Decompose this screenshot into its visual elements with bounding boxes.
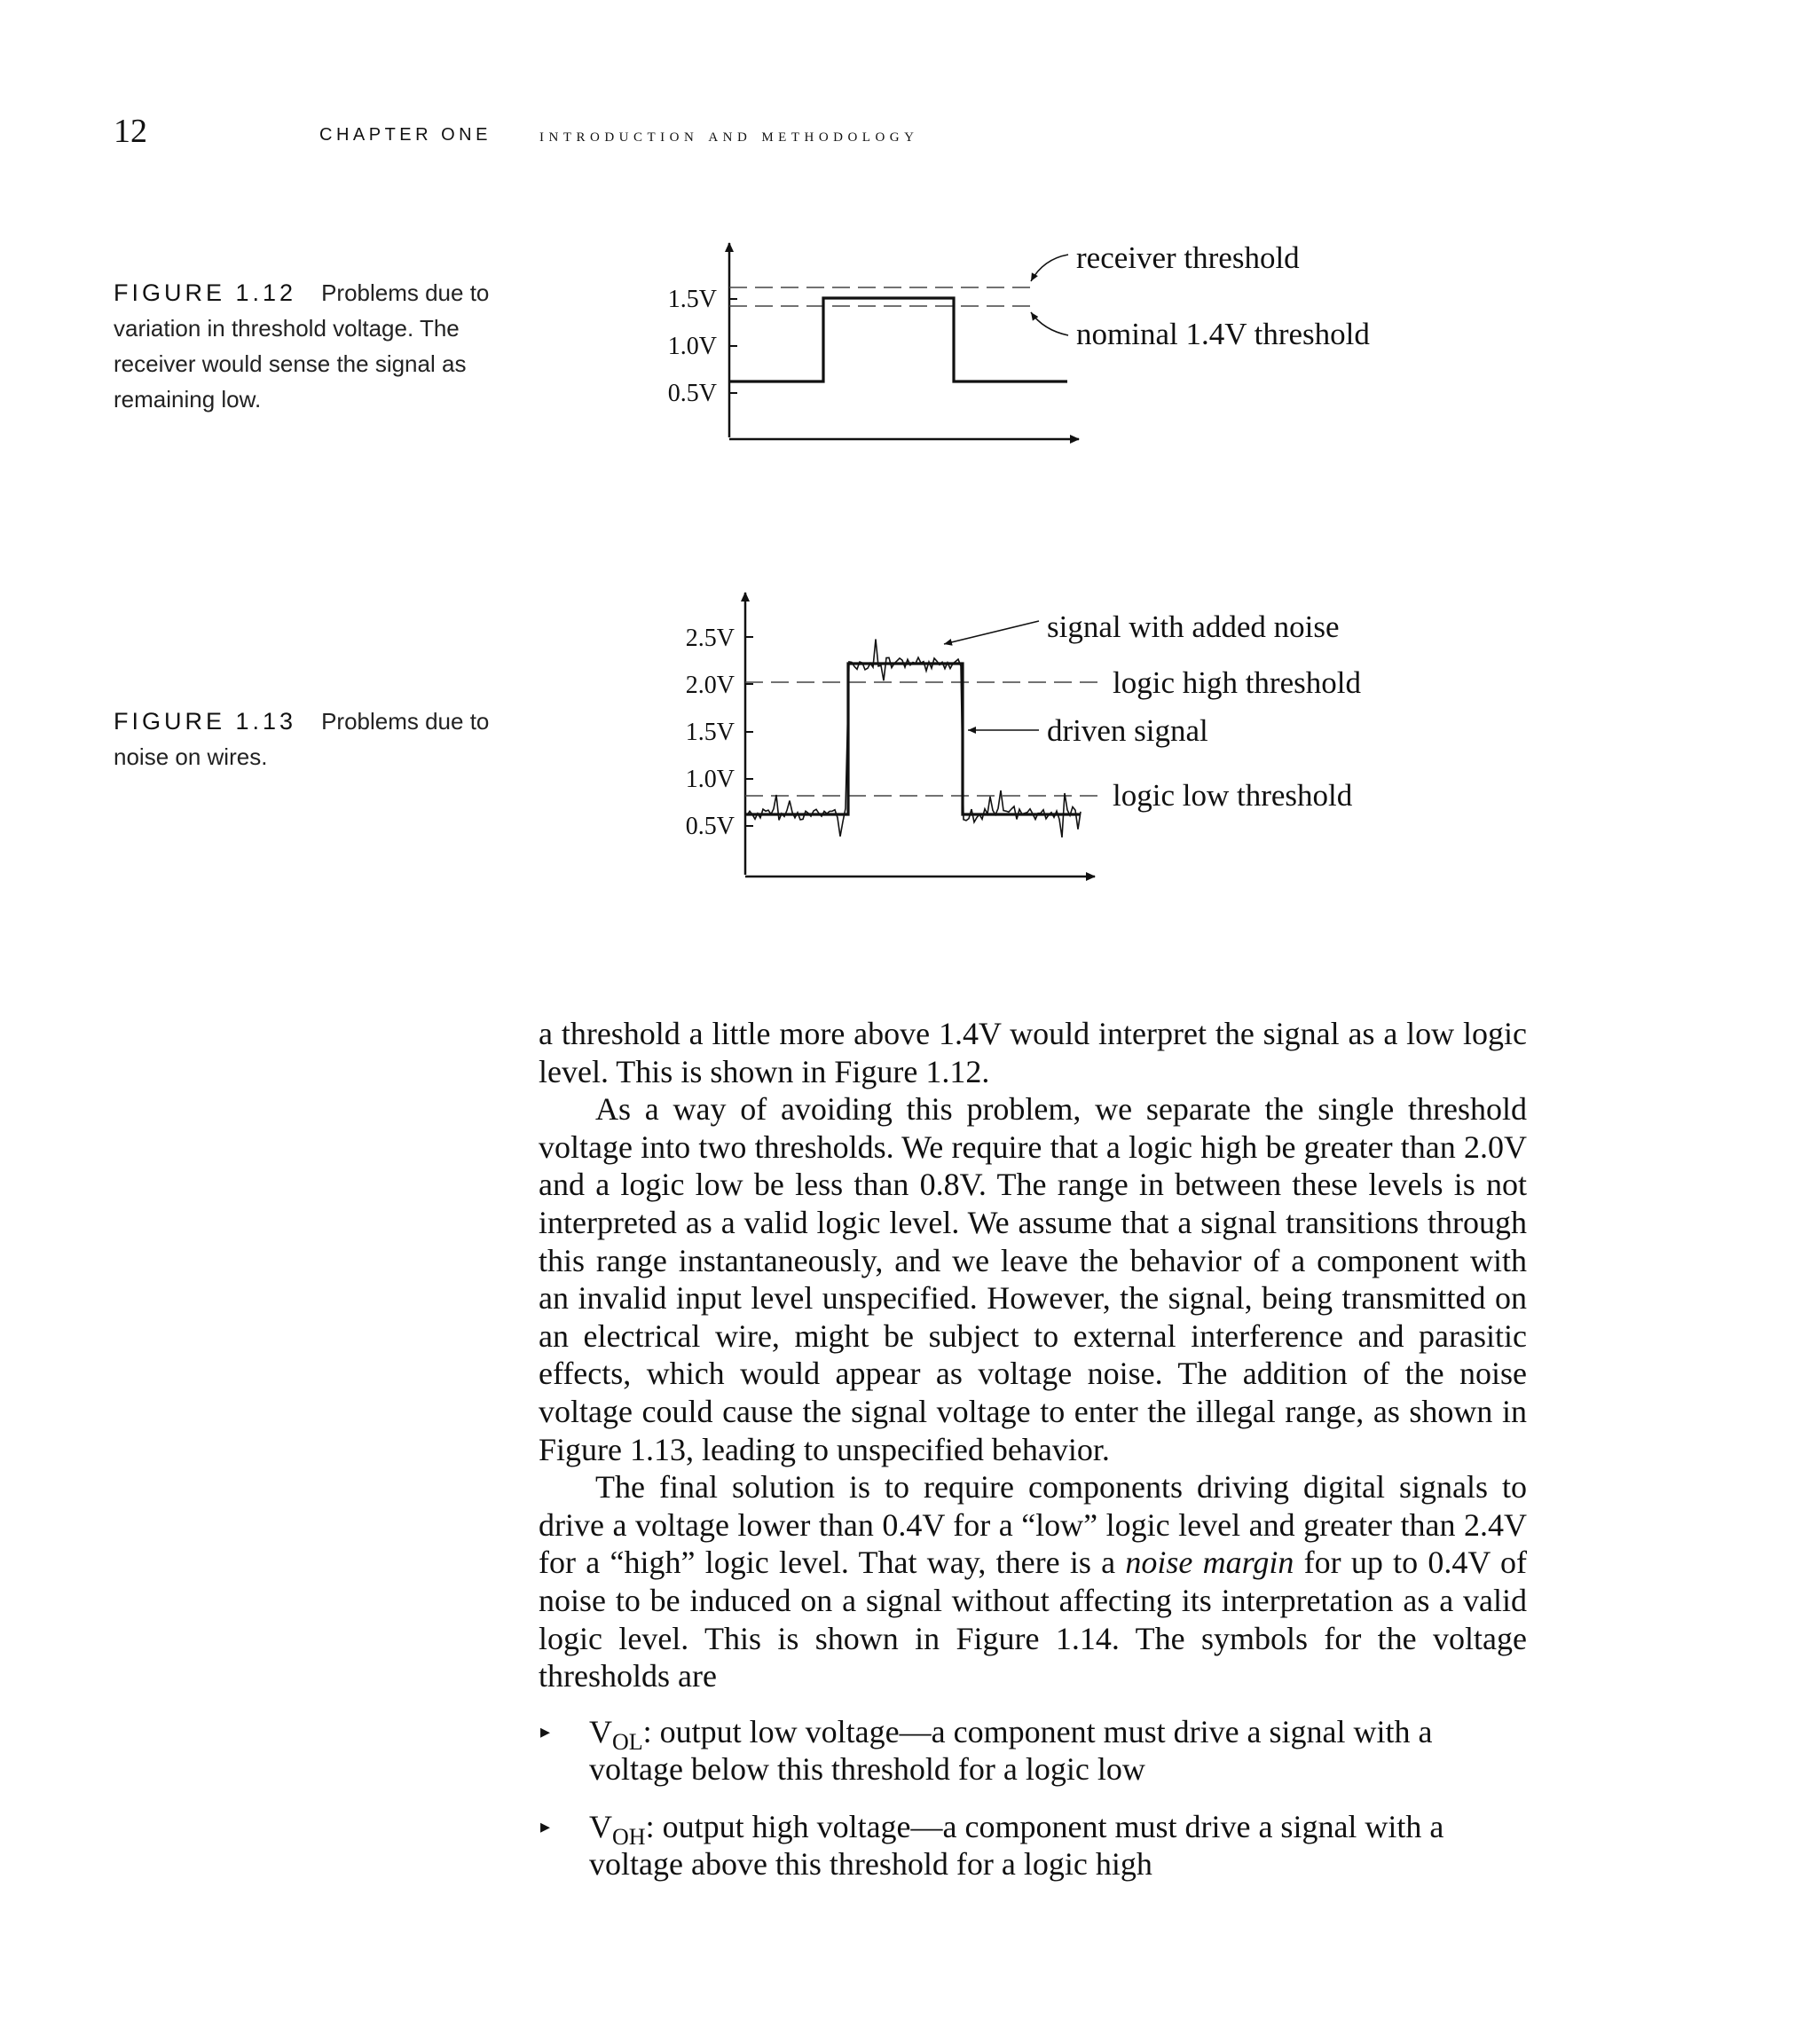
figure-1-13-label: FIGURE 1.13: [114, 708, 297, 735]
bullet-marker-icon: ▸: [540, 1719, 551, 1742]
paragraph-3: [539, 1468, 1527, 1695]
figure-1-13-caption-text: Problems due to noise on wires.: [114, 708, 490, 770]
fig12-receiver-threshold-label: receiver threshold: [1076, 240, 1300, 275]
list-item-voh: [539, 1808, 1527, 1883]
figure-1-12-label: FIGURE 1.12: [114, 279, 297, 306]
noise-margin-term: noise margin: [1125, 1545, 1294, 1581]
fig12-nominal-arrow: [1031, 312, 1068, 335]
chapter-title: introduction and methodology: [539, 123, 919, 145]
fig12-signal: [729, 298, 1067, 381]
fig13-noise-arrow: [944, 621, 1039, 644]
fig13-noisy-signal: [747, 639, 1081, 837]
fig13-tick-label-2p0: 2.0V: [685, 672, 735, 699]
list-item-vol: [539, 1713, 1527, 1788]
vol-description: : output low voltage—a component must drive a signal with a voltage below this threshold for a logic low: [589, 1713, 1433, 1788]
figures-svg: [0, 0, 1817, 994]
vol-subscript: OL: [612, 1728, 643, 1755]
fig13-driven-label: driven signal: [1047, 713, 1208, 748]
fig13-tick-label-1p5: 1.5V: [685, 719, 735, 746]
fig13-low-threshold-label: logic low threshold: [1113, 778, 1353, 813]
voh-symbol: V: [589, 1808, 612, 1844]
fig12-nominal-threshold-label: nominal 1.4V threshold: [1076, 317, 1370, 351]
fig12-tick-label-0p5: 0.5V: [667, 380, 717, 407]
page-number: 12: [114, 113, 147, 150]
fig12-tick-label-1p0: 1.0V: [667, 333, 717, 360]
fig13-driven-signal: [745, 664, 1081, 814]
paragraph-3-part-2: for up to 0.4V of noise to be induced on a signal without affecting its interpretation as a valid logic level. This is shown in Figure 1.14. The symbols for the voltage thresholds are: [539, 1545, 1527, 1694]
fig13-noise-label: signal with added noise: [1047, 609, 1340, 644]
figure-1-12-plot: [668, 240, 1371, 439]
fig12-tick-label-1p5: 1.5V: [667, 286, 717, 313]
fig13-tick-label-1p0: 1.0V: [685, 766, 735, 793]
voh-description: : output high voltage—a component must drive a signal with a voltage above this threshold for a logic high: [589, 1808, 1444, 1883]
fig12-receiver-arrow: [1031, 255, 1068, 281]
vol-symbol: V: [589, 1713, 612, 1749]
threshold-list: [539, 1713, 1527, 1883]
paragraph-1: a threshold a little more above 1.4V would interpret the signal as a low logic level. This is shown in Figure 1.12.: [539, 1016, 1527, 1089]
fig13-tick-label-2p5: 2.5V: [685, 625, 735, 652]
bullet-marker-icon: ▸: [540, 1814, 551, 1837]
body-text: [539, 1015, 1527, 1903]
chapter-label: CHAPTER ONE: [319, 125, 492, 145]
paragraph-3-part-1: The final solution is to require components driving digital signals to drive a voltage lower than 0.4V for a “low” logic level and greater than 2.4V for a “high” logic level. That way, there is a: [539, 1469, 1527, 1581]
fig13-high-threshold-label: logic high threshold: [1113, 665, 1361, 700]
fig13-tick-label-0p5: 0.5V: [685, 813, 735, 840]
figure-1-12-caption-text: Problems due to variation in threshold voltage. The receiver would sense the signal as remaining low.: [114, 279, 490, 413]
paragraph-2: As a way of avoiding this problem, we separate the single threshold voltage into two thresholds. We require that a logic high be greater than 2.0V and a logic low be less than 0.8V. The range in between these levels is not interpreted as a valid logic level. We assume that a signal transitions through this range instantaneously, and we leave the behavior of a component with an invalid input level unspecified. However, the signal, being transmitted on an electrical wire, might be subject to external interference and parasitic effects, which would appear as voltage noise. The addition of the noise voltage could cause the signal voltage to enter the illegal range, as shown in Figure 1.13, leading to unspecified behavior.: [539, 1091, 1527, 1467]
figure-1-13-plot: [686, 593, 1362, 877]
voh-subscript: OH: [612, 1823, 646, 1850]
